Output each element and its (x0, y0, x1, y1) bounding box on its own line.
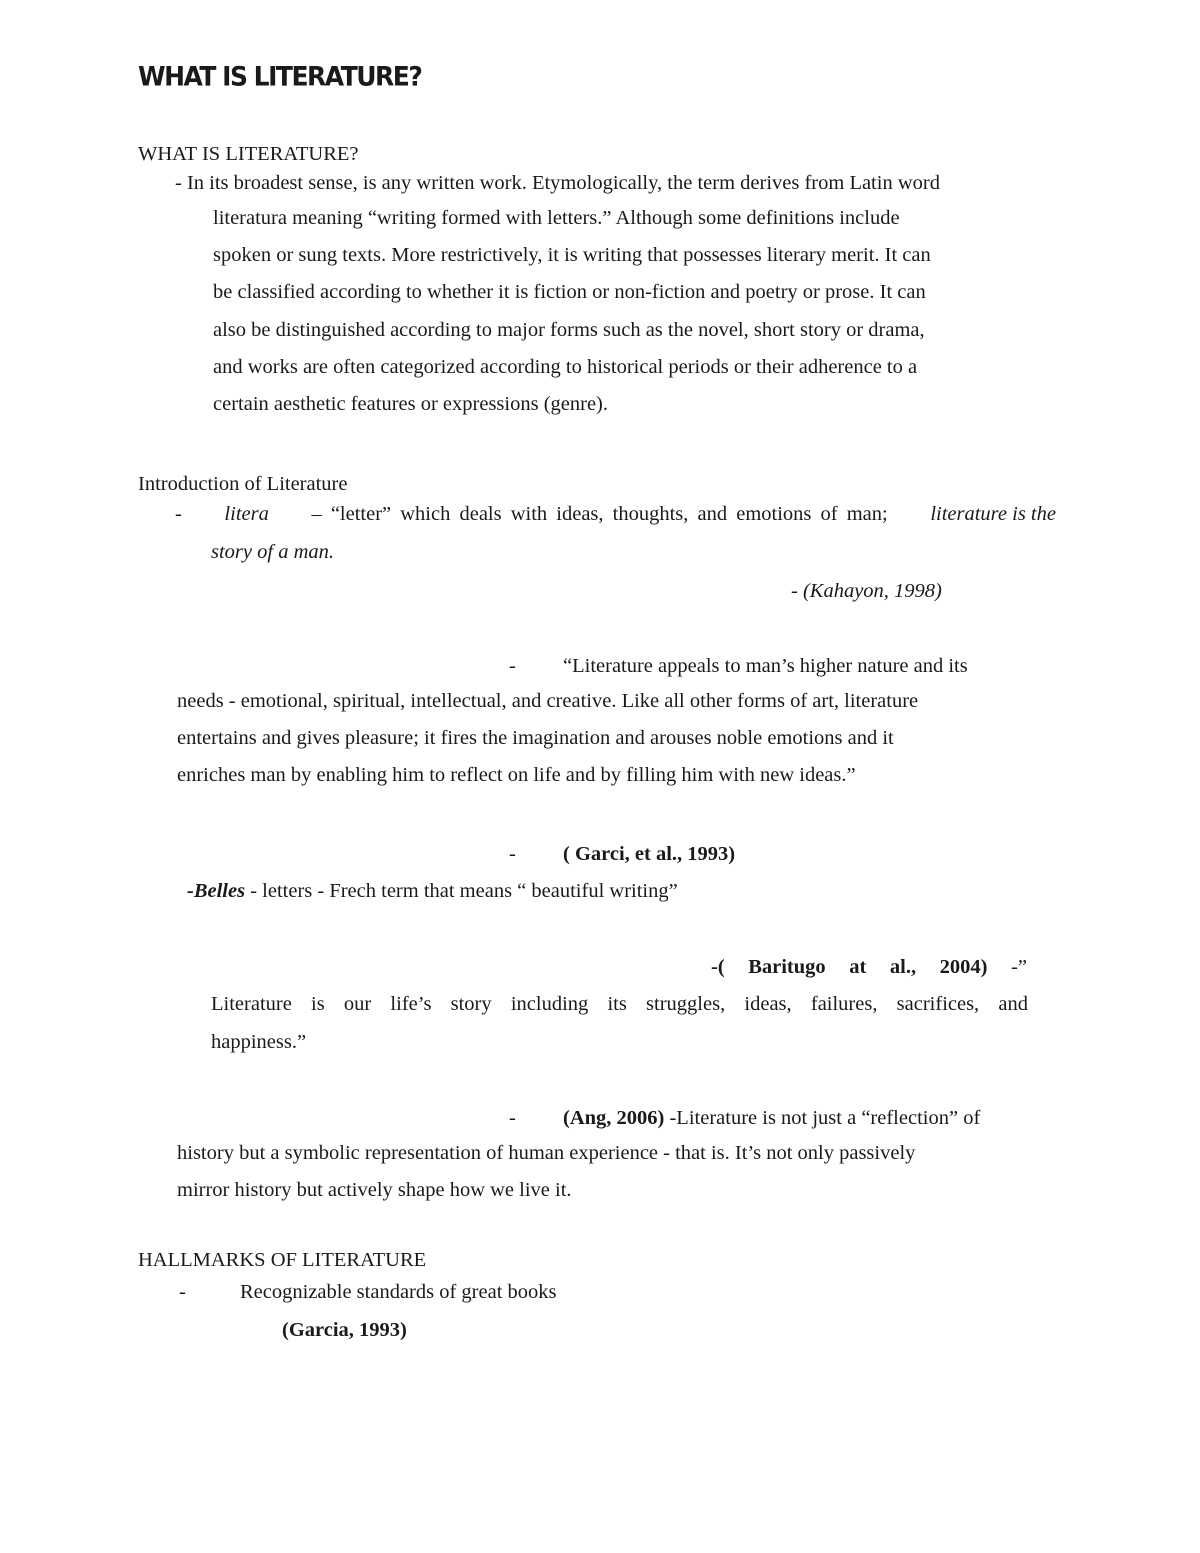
term-litera: litera (224, 503, 269, 525)
intro-italic-phrase: literature is the (930, 503, 1056, 525)
quote1-paragraph (177, 683, 918, 795)
term-belles: -Belles (187, 880, 246, 902)
list-dash: - (179, 1281, 186, 1303)
definition-line: and works are often categorized according to historical periods or their adherence to a (213, 355, 918, 378)
intro-italic-phrase-end: story of a man. (211, 541, 334, 563)
belles-lettres-line (187, 880, 678, 903)
citation-kahayon: - (Kahayon, 1998) (791, 580, 942, 602)
definition-paragraph (213, 200, 931, 423)
citation-garci: ( Garci, et al., 1993) (563, 843, 736, 865)
quote4-line: history but a symbolic representation of human experience - that is. It’s not only passively (177, 1142, 916, 1164)
citation-word: at (849, 956, 867, 978)
citation-ang: (Ang, 2006) (563, 1107, 665, 1129)
definition-line: certain aesthetic features or expressions (genre). (213, 393, 609, 416)
definition-line: be classified according to whether it is fiction or non-fiction and poetry or prose. It can (213, 281, 926, 304)
document-title: WHAT IS LITERATURE? (138, 61, 422, 92)
quote3-line: Literature is our life’s story including its struggles, ideas, failures, sacrifices, and (211, 993, 1028, 1015)
citation-word: -( (711, 956, 725, 978)
definition-line: literatura meaning “writing formed with letters.” Although some definitions include (213, 207, 900, 229)
citation-word: 2004) (939, 956, 988, 978)
list-dash: - (509, 1107, 516, 1129)
section-heading-hallmarks: HALLMARKS OF LITERATURE (138, 1249, 427, 1271)
quote1-line: needs - emotional, spiritual, intellectual, and creative. Like all other forms of art, literature (177, 690, 919, 712)
definition-line: also be distinguished according to major forms such as the novel, short story or drama, (213, 318, 925, 341)
quote4-paragraph (177, 1135, 915, 1209)
quote4-line: mirror history but actively shape how we live it. (177, 1179, 572, 1202)
citation-baritugo (711, 956, 1027, 979)
citation-word: Baritugo (748, 956, 826, 978)
quote4-first-line (563, 1107, 980, 1130)
section-heading-what-is-literature: WHAT IS LITERATURE? (138, 143, 359, 165)
quote3-line: happiness.” (211, 1031, 307, 1053)
intro-definition-line (175, 503, 1056, 526)
belles-lettres-text: - letters - Frech term that means “ beautiful writing” (250, 880, 678, 902)
list-dash: - (175, 503, 182, 525)
quote1-line: entertains and gives pleasure; it fires the imagination and arouses noble emotions and it (177, 727, 894, 750)
quote1-first-line: “Literature appeals to man’s higher nature and its (563, 655, 968, 677)
quote4-first-text: -Literature is not just a “reflection” of (669, 1107, 981, 1129)
citation-word: -” (1011, 956, 1027, 978)
citation-word: al., (889, 956, 917, 978)
intro-definition-text: – “letter” which deals with ideas, thoughts, and emotions of man; (311, 503, 888, 525)
definition-line: - In its broadest sense, is any written work. Etymologically, the term derives from Latin word (175, 172, 940, 194)
list-dash: - (509, 843, 516, 865)
citation-garcia: (Garcia, 1993) (282, 1319, 407, 1341)
definition-line: spoken or sung texts. More restrictively, it is writing that possesses literary merit. It can (213, 244, 931, 267)
section-heading-introduction: Introduction of Literature (138, 473, 348, 495)
hallmarks-item: Recognizable standards of great books (240, 1281, 557, 1303)
list-dash: - (509, 655, 516, 677)
quote1-line: enriches man by enabling him to reflect on life and by filling him with new ideas.” (177, 764, 856, 787)
